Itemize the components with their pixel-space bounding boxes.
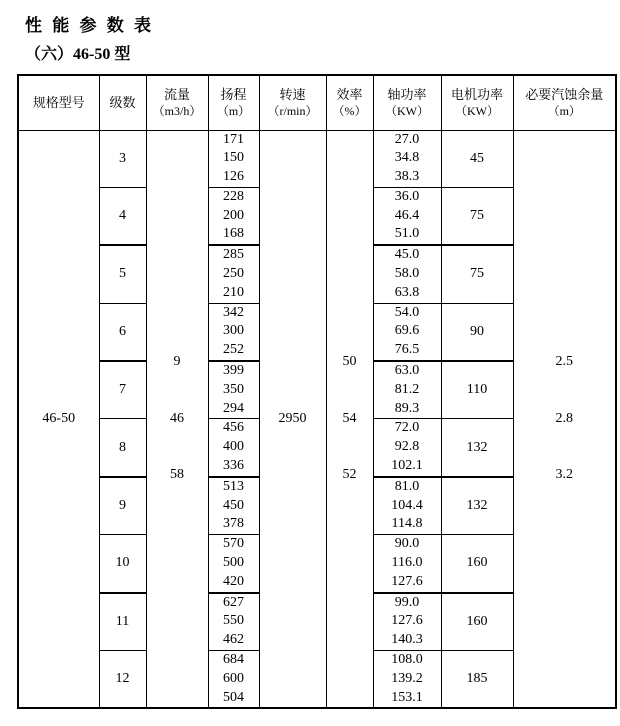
head-cell xyxy=(208,130,259,187)
header-head xyxy=(208,75,259,130)
efficiency-value: 50 xyxy=(342,354,357,370)
header-npsh-label: 必要汽蚀余量 xyxy=(525,86,604,102)
head-value: 294 xyxy=(223,400,244,416)
header-motor-power xyxy=(441,75,513,130)
head-value: 600 xyxy=(223,670,244,686)
head-value: 150 xyxy=(223,150,244,166)
header-shaft-power xyxy=(373,75,441,130)
header-model-label: 规格型号 xyxy=(32,94,85,110)
head-value: 504 xyxy=(223,689,244,705)
shaft-power-value: 36.0 xyxy=(394,188,420,204)
page-subtitle: （六）46-50 型 xyxy=(25,46,131,63)
stage-cell: 6 xyxy=(99,303,146,361)
model-cell: 46-50 xyxy=(18,130,99,708)
shaft-power-value: 92.8 xyxy=(394,439,420,455)
shaft-power-value: 76.5 xyxy=(394,342,420,358)
stage-cell: 5 xyxy=(99,245,146,303)
head-value: 250 xyxy=(223,266,244,282)
head-value: 126 xyxy=(223,169,244,185)
npsh-value: 2.5 xyxy=(555,354,573,370)
shaft-power-value: 81.0 xyxy=(394,478,420,494)
shaft-power-value: 140.3 xyxy=(391,632,423,648)
head-value: 550 xyxy=(223,613,244,629)
header-flow xyxy=(146,75,208,130)
motor-power-cell: 75 xyxy=(441,245,513,303)
shaft-power-cell xyxy=(373,130,441,187)
shaft-power-cell xyxy=(373,593,441,651)
npsh-value: 3.2 xyxy=(555,467,573,483)
head-value: 462 xyxy=(223,632,244,648)
efficiency-cell xyxy=(326,130,373,708)
head-cell xyxy=(208,361,259,419)
shaft-power-value: 127.6 xyxy=(391,573,423,589)
motor-power-cell: 110 xyxy=(441,361,513,419)
npsh-values xyxy=(514,334,616,504)
stage-cell: 8 xyxy=(99,419,146,477)
efficiency-values xyxy=(327,334,373,504)
head-value: 336 xyxy=(223,458,244,474)
motor-power-cell: 160 xyxy=(441,593,513,651)
performance-parameter-table xyxy=(17,74,617,709)
head-value: 450 xyxy=(223,497,244,513)
shaft-power-value: 114.8 xyxy=(391,516,423,532)
head-cell xyxy=(208,419,259,477)
npsh-cell xyxy=(513,130,616,708)
head-cell xyxy=(208,651,259,709)
shaft-power-value: 153.1 xyxy=(391,689,423,705)
shaft-power-cell xyxy=(373,419,441,477)
shaft-power-value: 38.3 xyxy=(394,169,420,185)
shaft-power-cell xyxy=(373,535,441,593)
shaft-power-value: 127.6 xyxy=(391,613,423,629)
header-head-unit: （m） xyxy=(216,103,251,118)
header-efficiency-unit: （%） xyxy=(332,103,367,118)
shaft-power-value: 51.0 xyxy=(394,226,420,242)
stage-cell: 12 xyxy=(99,651,146,709)
shaft-power-value: 108.0 xyxy=(391,652,423,668)
header-flow-unit: （m3/h） xyxy=(152,103,202,118)
shaft-power-value: 102.1 xyxy=(391,458,423,474)
motor-power-cell: 132 xyxy=(441,419,513,477)
head-cell xyxy=(208,245,259,303)
flow-value: 46 xyxy=(170,410,184,426)
flow-cell xyxy=(146,130,208,708)
shaft-power-cell xyxy=(373,477,441,535)
shaft-power-value: 27.0 xyxy=(394,131,420,147)
motor-power-cell: 45 xyxy=(441,130,513,187)
motor-power-cell: 160 xyxy=(441,535,513,593)
efficiency-value: 52 xyxy=(342,467,357,483)
head-value: 252 xyxy=(223,342,244,358)
shaft-power-value: 116.0 xyxy=(391,555,423,571)
header-head-label: 扬程 xyxy=(220,86,247,102)
head-value: 342 xyxy=(223,304,244,320)
header-row xyxy=(18,75,616,130)
shaft-power-value: 34.8 xyxy=(394,150,420,166)
shaft-power-value: 46.4 xyxy=(394,207,420,223)
shaft-power-cell xyxy=(373,187,441,245)
shaft-power-value: 90.0 xyxy=(394,536,420,552)
header-stages xyxy=(99,75,146,130)
shaft-power-value: 45.0 xyxy=(394,247,420,263)
shaft-power-cell xyxy=(373,303,441,361)
npsh-value: 2.8 xyxy=(555,410,573,426)
shaft-power-value: 72.0 xyxy=(394,420,420,436)
head-value: 456 xyxy=(223,420,244,436)
head-value: 420 xyxy=(223,573,244,589)
head-value: 500 xyxy=(223,555,244,571)
head-value: 627 xyxy=(223,594,244,610)
shaft-power-value: 69.6 xyxy=(394,323,420,339)
shaft-power-value: 139.2 xyxy=(391,670,423,686)
efficiency-value: 54 xyxy=(342,410,357,426)
head-value: 513 xyxy=(223,478,244,494)
head-value: 210 xyxy=(223,284,244,300)
stage-cell: 3 xyxy=(99,130,146,187)
header-npsh-unit: （m） xyxy=(547,103,581,118)
header-shaft-power-unit: （KW） xyxy=(385,103,429,118)
shaft-power-value: 63.8 xyxy=(394,284,420,300)
header-speed-unit: （r/min） xyxy=(267,103,318,118)
page-title: 性 能 参 数 表 xyxy=(25,16,154,35)
head-value: 168 xyxy=(223,226,244,242)
stage-cell: 7 xyxy=(99,361,146,419)
head-value: 285 xyxy=(223,247,244,263)
motor-power-cell: 132 xyxy=(441,477,513,535)
head-cell xyxy=(208,187,259,245)
shaft-power-value: 81.2 xyxy=(394,381,420,397)
stage-cell: 11 xyxy=(99,593,146,651)
head-cell xyxy=(208,477,259,535)
motor-power-cell: 185 xyxy=(441,651,513,709)
header-speed xyxy=(259,75,326,130)
flow-value: 9 xyxy=(173,354,181,370)
head-value: 378 xyxy=(223,516,244,532)
head-cell xyxy=(208,593,259,651)
shaft-power-cell xyxy=(373,245,441,303)
head-value: 300 xyxy=(223,323,244,339)
flow-value: 58 xyxy=(170,467,184,483)
head-value: 228 xyxy=(223,188,244,204)
flow-values xyxy=(147,334,208,504)
stage-cell: 4 xyxy=(99,187,146,245)
head-value: 350 xyxy=(223,381,244,397)
stage-row xyxy=(18,130,616,187)
shaft-power-cell xyxy=(373,651,441,709)
speed-cell: 2950 xyxy=(259,130,326,708)
header-motor-power-unit: （KW） xyxy=(455,103,499,118)
shaft-power-value: 58.0 xyxy=(394,266,420,282)
header-npsh xyxy=(513,75,616,130)
header-speed-label: 转速 xyxy=(279,86,306,102)
header-flow-label: 流量 xyxy=(163,86,190,102)
header-efficiency-label: 效率 xyxy=(336,86,363,102)
head-value: 570 xyxy=(223,536,244,552)
header-efficiency xyxy=(326,75,373,130)
stage-cell: 9 xyxy=(99,477,146,535)
head-value: 400 xyxy=(223,439,244,455)
head-cell xyxy=(208,535,259,593)
motor-power-cell: 90 xyxy=(441,303,513,361)
shaft-power-value: 99.0 xyxy=(394,594,420,610)
shaft-power-value: 54.0 xyxy=(394,304,420,320)
header-shaft-power-label: 轴功率 xyxy=(387,86,427,102)
header-motor-power-label: 电机功率 xyxy=(450,86,503,102)
shaft-power-value: 63.0 xyxy=(394,363,420,379)
shaft-power-cell xyxy=(373,361,441,419)
stage-cell: 10 xyxy=(99,535,146,593)
header-stages-label: 级数 xyxy=(109,94,136,110)
head-value: 200 xyxy=(223,207,244,223)
shaft-power-value: 89.3 xyxy=(394,400,420,416)
head-value: 399 xyxy=(223,363,244,379)
head-value: 684 xyxy=(223,652,244,668)
head-value: 171 xyxy=(223,131,244,147)
head-cell xyxy=(208,303,259,361)
motor-power-cell: 75 xyxy=(441,187,513,245)
shaft-power-value: 104.4 xyxy=(391,497,423,513)
header-model xyxy=(18,75,99,130)
